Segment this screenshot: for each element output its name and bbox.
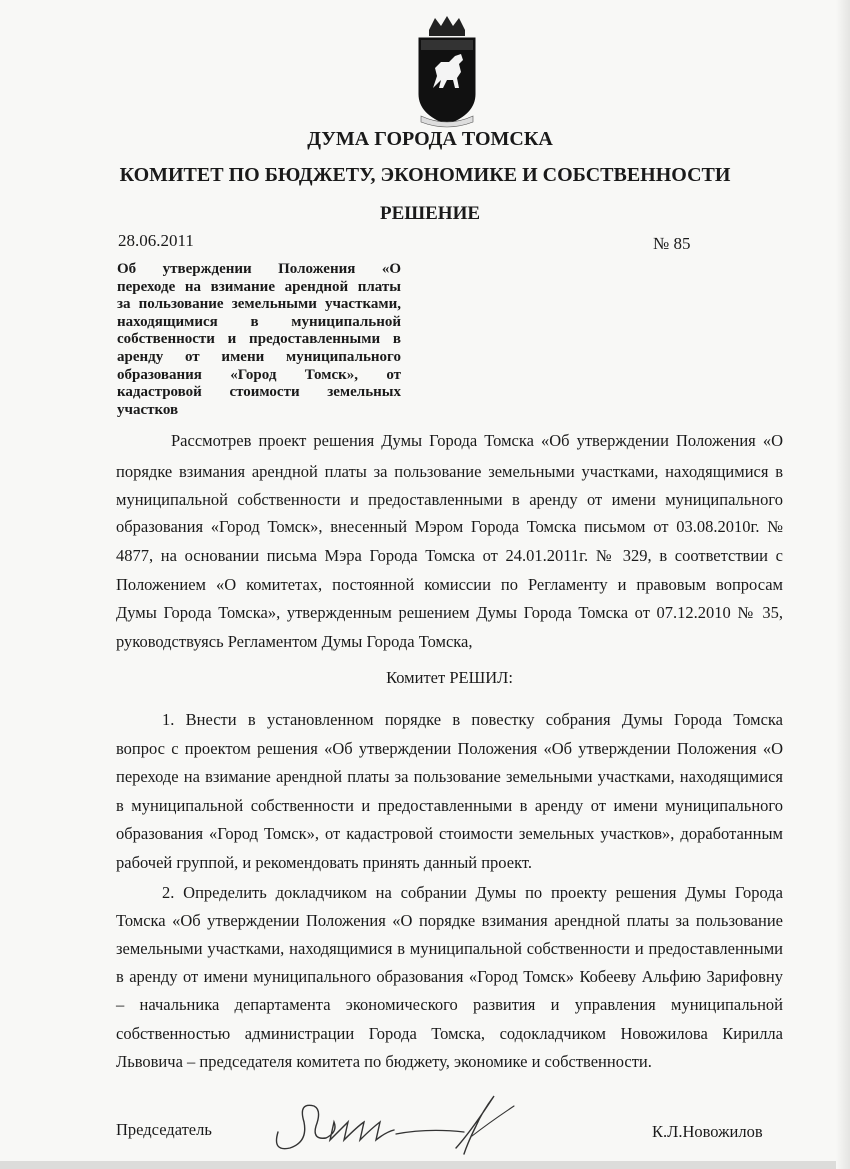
preamble-line: Положением «О комитетах, постоянной комиссии по Регламенту и правовым вопросам <box>116 575 783 594</box>
item2-line: в аренду от имени муниципального образования «Город Томск» Кобееву Альфию Зарифовну <box>116 967 783 986</box>
document-type: РЕШЕНИЕ <box>379 203 481 224</box>
subject-line: за пользование земельными участками, <box>117 296 401 313</box>
subject-line: кадастровой стоимости земельных <box>117 384 401 401</box>
preamble-line: муниципальной собственности и предоставленными в аренду от имени муниципального <box>116 490 783 509</box>
subject-line: собственности и предоставленными в <box>117 331 401 348</box>
item2-line: Львовича – председателя комитета по бюджету, экономике и собственности. <box>116 1052 652 1071</box>
preamble-line: порядке взимания арендной платы за пользование земельными участками, находящимися в <box>116 462 783 481</box>
document-number: № 85 <box>653 234 691 253</box>
item2-line: Томска «Об утверждении Положения «О порядке взимания арендной платы за пользование <box>116 911 783 930</box>
subject-line: Об утверждении Положения «О <box>117 261 401 277</box>
item1-line: вопрос с проектом решения «Об утверждении Положения «Об утверждении Положения «О <box>116 739 783 758</box>
item1-line: переходе на взимание арендной платы за пользование земельными участками, находящимися <box>116 767 783 786</box>
subject-line: переходе на взимание арендной платы <box>117 278 401 295</box>
preamble-line: Рассмотрев проект решения Думы Города Томска «Об утверждении Положения «О <box>171 431 783 450</box>
item1-line: рабочей группой, и рекомендовать принять данный проект. <box>116 853 532 872</box>
item2-line: – начальника департамента экономического развития и управления муниципальной <box>116 995 783 1014</box>
item1-line: 1. Внести в установленном порядке в повестку собрания Думы Города Томска <box>162 710 783 729</box>
subject-line: аренду от имени муниципального <box>117 348 401 365</box>
resolved-heading: Комитет РЕШИЛ: <box>386 668 513 687</box>
preamble-line: 4877, на основании письма Мэра Города Томска от 24.01.2011г. № 329, в соответствии с <box>116 546 783 565</box>
tomsk-coat-of-arms-icon <box>407 16 487 130</box>
signatory-name: К.Л.Новожилов <box>652 1122 763 1141</box>
committee-name: КОМИТЕТ ПО БЮДЖЕТУ, ЭКОНОМИКЕ И СОБСТВЕННОСТИ <box>119 164 731 186</box>
handwritten-signature <box>268 1082 526 1162</box>
item2-line: земельными участками, находящимися в муниципальной собственности и предоставленными <box>116 939 783 958</box>
document-subject <box>117 261 401 419</box>
item1-line: образования «Город Томск», от кадастровой стоимости земельных участков», доработанным <box>116 824 783 843</box>
item2-line: собственностью администрации Города Томска, содокладчиком Новожилова Кирилла <box>116 1024 783 1043</box>
item1-line: в муниципальной собственности и предоставленными в аренду от имени муниципального <box>116 796 783 815</box>
organization-name: ДУМА ГОРОДА ТОМСКА <box>307 128 553 150</box>
preamble-line: образования «Город Томск», внесенный Мэром Города Томска письмом от 03.08.2010г. № <box>116 517 783 536</box>
subject-line: участков <box>117 401 179 418</box>
document-date: 28.06.2011 <box>118 231 194 250</box>
preamble-line: Думы Города Томска», утвержденным решением Думы Города Томска от 07.12.2010 № 35, <box>116 603 783 622</box>
subject-line: находящимися в муниципальной <box>117 313 401 330</box>
subject-line: образования «Город Томск», от <box>117 366 401 383</box>
signatory-title: Председатель <box>116 1120 212 1139</box>
preamble-line: руководствуясь Регламентом Думы Города Томска, <box>116 632 473 651</box>
item2-line: 2. Определить докладчиком на собрании Думы по проекту решения Думы Города <box>162 883 783 902</box>
